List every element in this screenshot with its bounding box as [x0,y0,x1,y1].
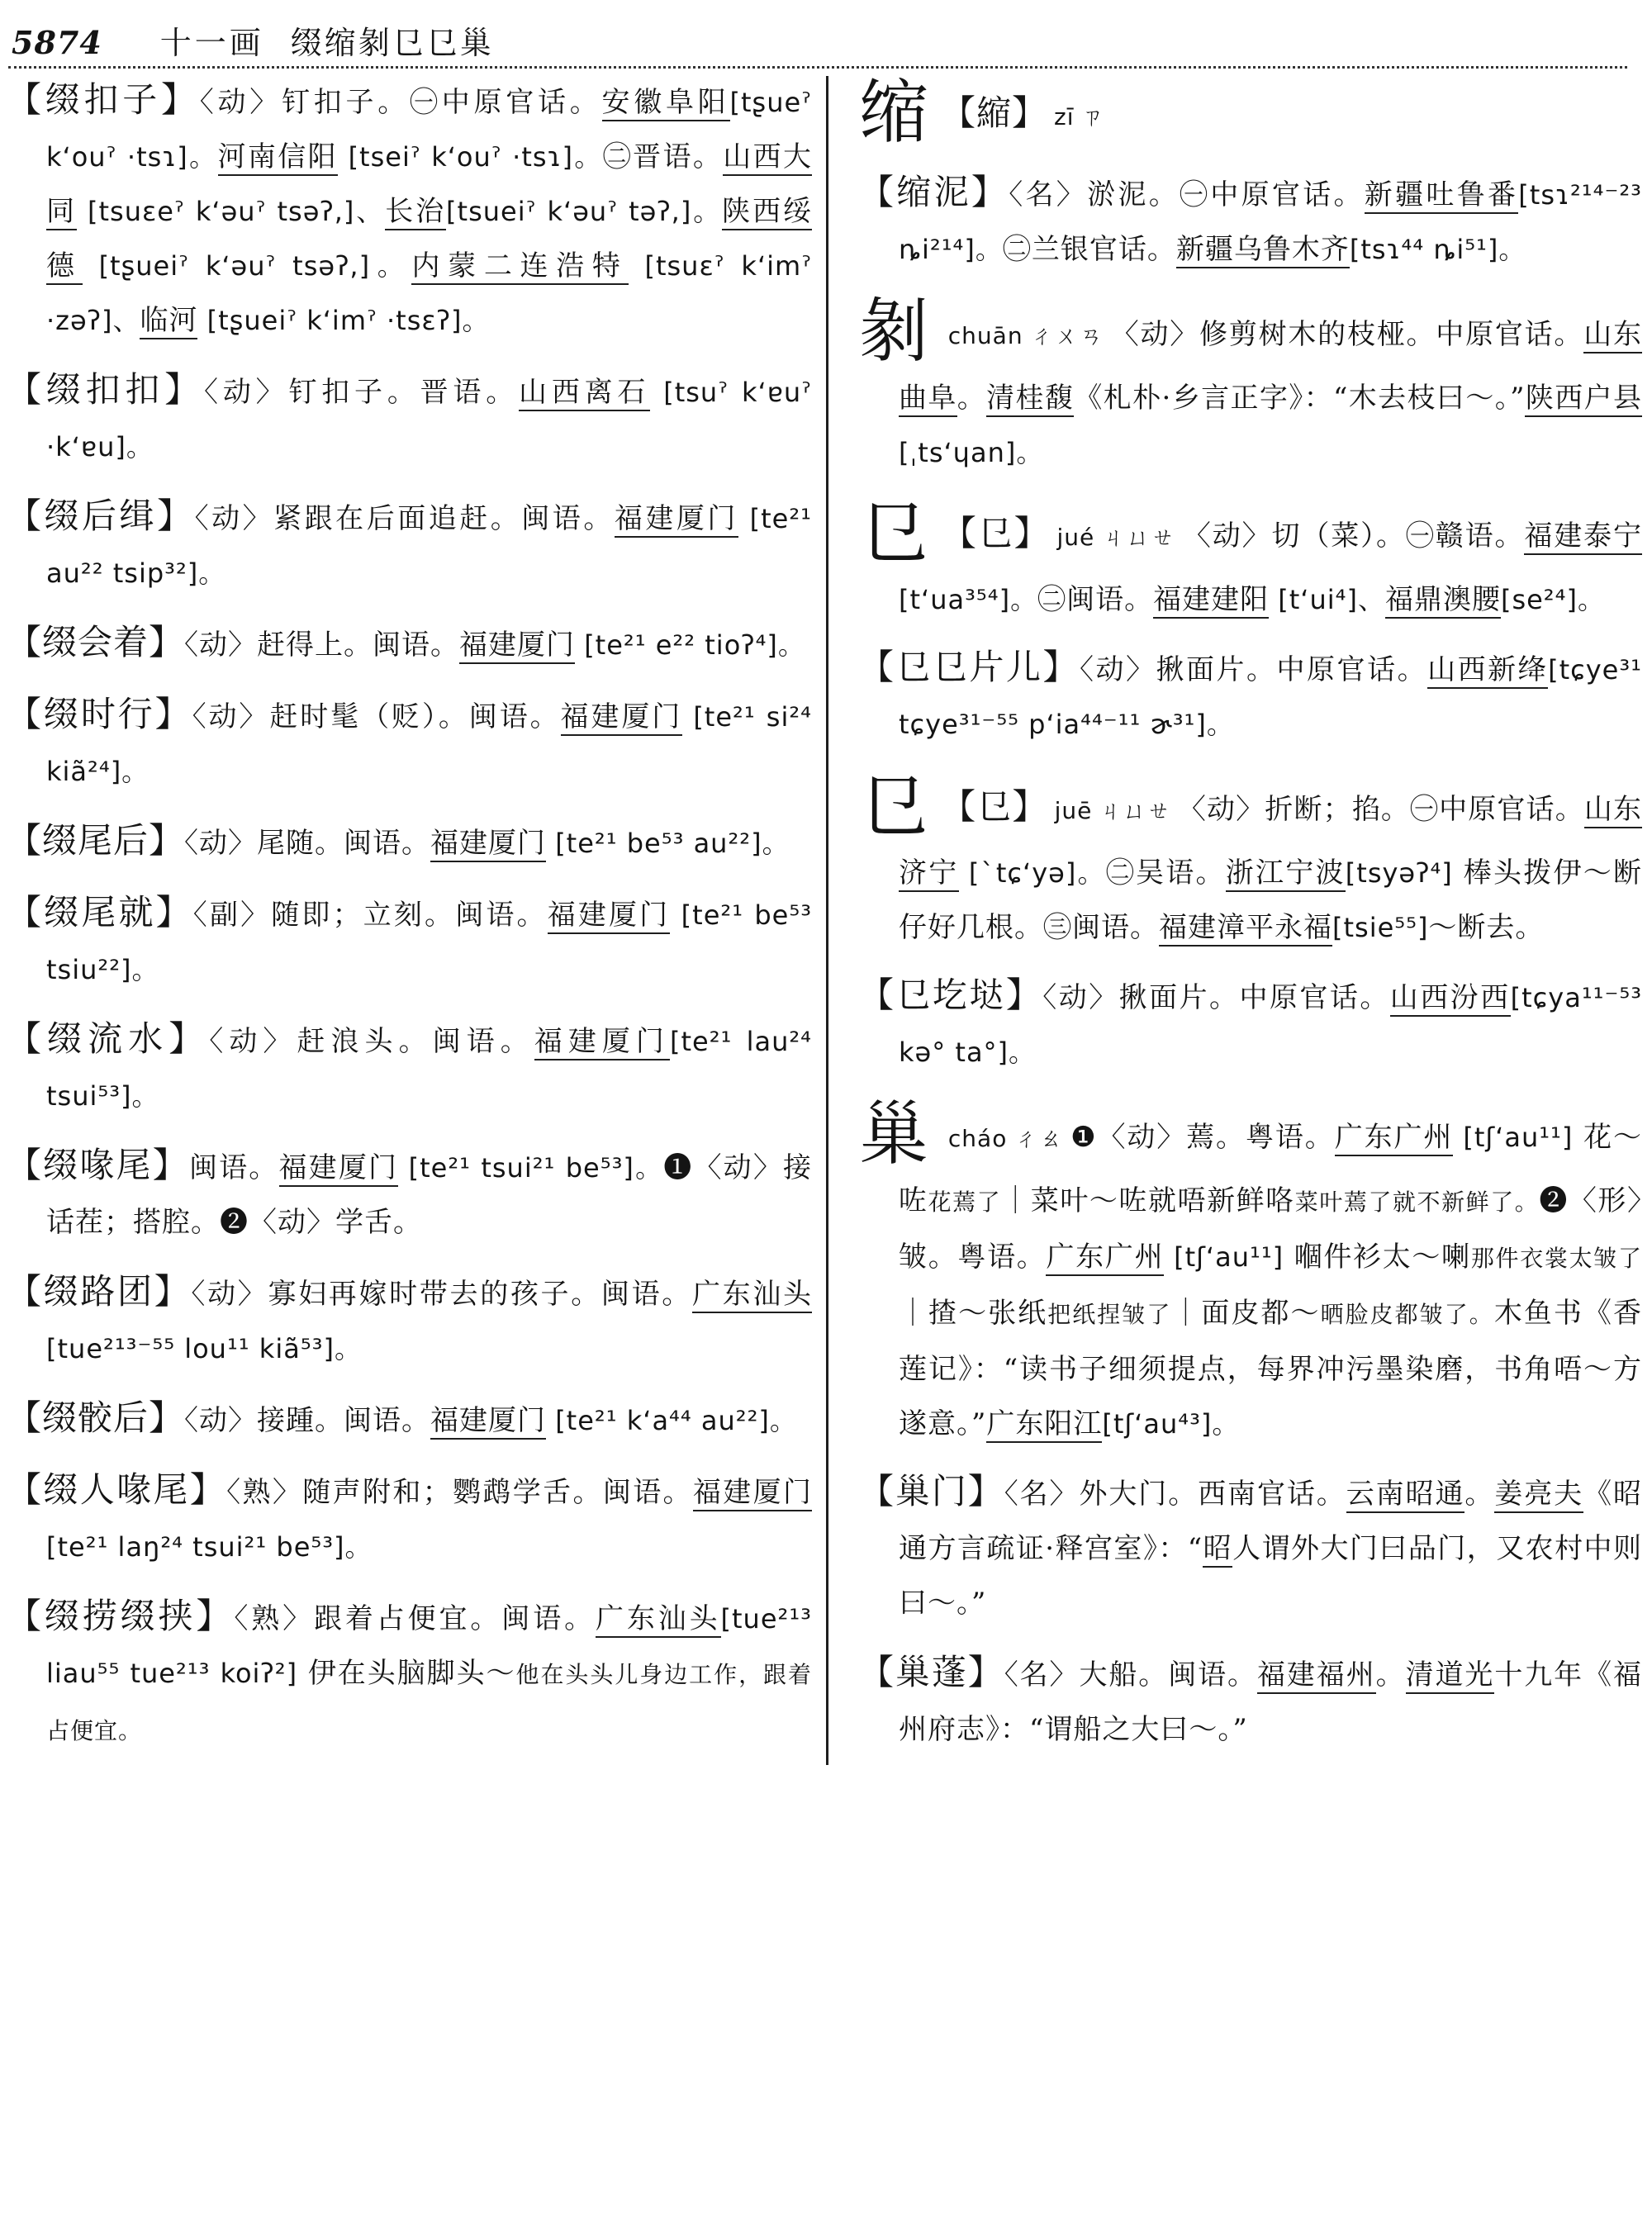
dictionary-entry [7,1391,812,1448]
character-entry [859,493,1642,627]
definition-text: 〈名〉淤泥。㊀中原官话。 [1009,178,1365,211]
definition-text: 《昭通方言疏证·释宫室》：“ [899,1478,1643,1565]
entry-headword: 【缀时行】 [7,694,192,734]
entry-headword: 【缀人喙尾】 [7,1469,227,1510]
pronunciation: [tʃ‘au⁴³]。 [1102,1408,1240,1440]
pronunciation: [tɕye³¹ tɕye³¹⁻⁵⁵ p‘ia⁴⁴⁻¹¹ ɚ³¹]。 [899,654,1642,740]
place-name: 陕西户县 [1525,382,1642,417]
definition-text: 〈名〉大船。闽语。 [1004,1658,1257,1691]
pronunciation: [tsɿ²¹⁴⁻²³ ȵi²¹⁴]。 [899,179,1642,265]
definition-text: ❶〈动〉蔫。粤语。 [1070,1121,1335,1154]
place-name: 广东广州 [1335,1121,1454,1156]
dictionary-entry [7,814,812,871]
dictionary-entry [7,1463,812,1574]
zhuyin: ㄐㄩㄝ [1099,797,1171,824]
entry-headword: 【㔾圪垯】 [859,975,1043,1015]
definition-text: 木鱼书《香莲记》：“读书子细须提点，每界冲污墨染磨，书角唔～方遂意。” [899,1297,1642,1440]
entry-headword: 【缀路团】 [7,1271,192,1312]
place-name: 福鼎澳腰 [1385,583,1501,619]
head-character: 巢 [859,1094,930,1174]
entry-headword: 【缀流水】 [7,1018,210,1059]
place-name: 福建厦门 [548,899,671,934]
pronunciation: [tue²¹³ liau⁵⁵ tue²¹³ koiʔ²] [46,1603,812,1689]
definition-text: 〈动〉揪面片。中原官话。 [1042,981,1390,1014]
header-rule [8,66,1627,69]
definition-text: ｜菜叶～咗就唔新鲜咯 [1001,1184,1295,1217]
definition-text: 闽语。 [188,1151,279,1184]
pronunciation: [tseiˀ k‘ouˀ ·tsɿ]。 [338,141,603,173]
place-name: 姜亮夫 [1494,1478,1583,1513]
definition-text: 〈动〉钉扣子。㊀中原官话。 [199,86,602,119]
definition-text: 十九年《福州府志》：“谓船之大曰～。” [899,1658,1643,1746]
pronunciation: [tsuɛeˀ k‘əuˀ tsəʔ,]、 [76,196,386,227]
pronunciation: [tʂueiˀ k‘imˀ ·tsɛʔ]。 [197,305,490,336]
definition-text: ～断去。 [1428,911,1545,944]
definition-text: 〈动〉揪面片。中原官话。 [1080,653,1428,686]
pinyin: jué [1056,524,1095,551]
place-name: 山东济宁 [899,793,1642,892]
definition-text: ❷〈形〉皱。粤语。 [899,1184,1642,1274]
definition-text: 〈动〉折断；掐。㊀中原官话。 [1177,793,1584,826]
pronunciation: [tsuɛˀ k‘imˀ ·zəʔ]、 [46,250,813,336]
pronunciation: [te²¹ k‘a⁴⁴ au²²]。 [546,1405,797,1436]
dictionary-entry [7,687,812,799]
place-name: 广东汕头 [596,1602,721,1638]
character-entry [859,73,1642,152]
dictionary-entry [7,885,812,997]
character-entry [859,1094,1642,1451]
pronunciation: [t‘ui⁴]、 [1269,584,1385,615]
pronunciation: [te²¹ e²² tioʔ⁴]。 [575,629,805,661]
place-name: 福建厦门 [693,1476,812,1511]
character-entry [859,292,1642,480]
dictionary-entry [7,363,812,474]
place-name: 福建福州 [1257,1658,1376,1694]
definition-text: 伊在头脑脚头～ [297,1657,516,1690]
zhuyin: ㄔㄠ [1014,1125,1065,1152]
traditional-form: 【㔾】 [941,786,1048,827]
place-name: 福建建阳 [1153,583,1269,619]
character-entry [859,766,1642,955]
dictionary-entry [859,165,1642,277]
definition-text: ｜揸～张纸 [899,1297,1048,1330]
head-character: 㔾 [859,492,930,573]
gloss-text: 把纸捏皱了 [1047,1301,1172,1328]
place-name: 长治 [385,195,446,230]
dictionary-entry [7,615,812,672]
place-name: 新疆吐鲁番 [1365,178,1519,214]
place-name: 广东广州 [1046,1241,1164,1276]
definition-text: 〈动〉切（菜）。㊀赣语。 [1182,520,1525,553]
dictionary-entry [859,640,1642,752]
pronunciation: [tue²¹³⁻⁵⁵ lou¹¹ kiã⁵³]。 [46,1333,362,1364]
pronunciation: [tsie⁵⁵] [1332,912,1429,943]
definition-text: 〈动〉钉扣子。晋语。 [204,376,520,409]
dictionary-entry [859,1464,1642,1630]
entry-headword: 【缀后缉】 [7,496,195,536]
pronunciation: [t‘ua³⁵⁴]。 [899,584,1038,615]
pinyin: juē [1054,797,1093,824]
definition-text: 《札朴·乡言正字》：“木去枝曰～。” [1074,382,1526,415]
definition-text: 〈动〉紧跟在后面追赶。闽语。 [194,502,615,535]
place-name: 福建厦门 [534,1025,670,1060]
entry-headword: 【缀捞缀挟】 [7,1596,235,1636]
entry-headword: 【㔾㔾片儿】 [859,647,1080,687]
place-name: 河南信阳 [218,140,339,176]
definition-text: 〈熟〉跟着占便宜。闽语。 [234,1602,596,1635]
pinyin: cháo [947,1125,1008,1152]
definition-text: 〈动〉接踵。闽语。 [184,1404,431,1437]
entry-headword: 【缀骹后】 [7,1397,185,1438]
place-name: 陕西绥德 [46,195,812,285]
place-name: 昭 [1203,1532,1232,1568]
entry-headword: 【巢门】 [859,1471,1004,1511]
column-divider [826,76,828,1765]
page-number: 5874 [12,24,102,61]
pronunciation: [tsɿ⁴⁴ ȵi⁵¹]。 [1349,234,1526,265]
definition-text: 。 [1375,1658,1406,1691]
pronunciation: [tsuˀ k‘ɐuˀ ·k‘ɐu]。 [46,377,813,463]
traditional-form: 【縮】 [941,93,1048,133]
pinyin: chuān [947,322,1023,349]
definition-text: 〈熟〉随声附和；鹦鹉学舌。闽语。 [226,1476,693,1509]
place-name: 山西离石 [519,376,650,411]
dictionary-entry [7,1589,812,1758]
pronunciation: [tsueiˀ k‘əuˀ təʔ,]。 [446,196,723,227]
traditional-form: 【㔾】 [941,513,1051,553]
entry-headword: 【缀尾就】 [7,892,193,932]
place-name: 广东汕头 [692,1278,812,1313]
pronunciation: [tɕya¹¹⁻⁵³ kə° ta°]。 [899,982,1643,1068]
pronunciation: [te²¹ laŋ²⁴ tsui²¹ be⁵³]。 [46,1531,373,1563]
pronunciation: [tʃ‘au¹¹] [1453,1122,1574,1153]
definition-text: 嗰件衫太～喇 [1284,1241,1471,1274]
zhuyin: ㄗ [1080,103,1105,130]
definition-text: 〈动〉赶浪头。闽语。 [209,1025,534,1058]
gloss-text: 他在头头儿身边工作，跟着占便宜。 [46,1661,812,1744]
definition-text: 〈副〉随即；立刻。闽语。 [192,899,548,932]
gloss-text: 花蔫了 [928,1189,1002,1216]
pronunciation: [te²¹ lau²⁴ tsui⁵³]。 [46,1026,813,1112]
definition-text: 花～咗 [899,1121,1642,1217]
place-name: 云南昭通 [1346,1478,1465,1513]
definition-text: ㊁吴语。 [1105,856,1226,890]
definition-text: 〈动〉寡妇再嫁时带去的孩子。闽语。 [191,1278,692,1311]
right-column [859,73,1642,1772]
pronunciation: [ˋtɕ‘yə]。 [958,857,1106,889]
dictionary-entry [7,1138,812,1250]
definition-text: 〈动〉修剪树木的枝桠。中原官话。 [1110,318,1584,351]
entry-headword: 【缀喙尾】 [7,1145,189,1185]
place-name: 新疆乌鲁木齐 [1176,233,1350,268]
place-name: 山东曲阜 [899,318,1642,417]
place-name: 山西大同 [46,140,812,230]
place-name: 福建厦门 [561,700,683,736]
dictionary-entry [859,968,1642,1079]
gloss-text: 晒脸皮都皱了。 [1320,1301,1494,1328]
definition-text: 棒头拨伊～断仔好几根。㊂闽语。 [899,856,1643,944]
definition-text: 。 [957,382,987,415]
pronunciation: [te²¹ au²² tsip³²]。 [46,503,813,589]
entry-headword: 【缀扣子】 [7,79,200,120]
pronunciation: [tʂueˀ k‘ouˀ ·tsɿ]。 [46,87,812,173]
zhuyin: ㄐㄩㄝ [1101,524,1176,551]
definition-text: 〈动〉赶时髦（贬）。闽语。 [192,700,561,733]
place-name: 安徽阜阳 [602,86,730,121]
definition-text: ㊁晋语。 [602,140,724,173]
place-name: 福建厦门 [615,502,738,538]
gloss-text: 那件衣裳太皱了 [1470,1245,1643,1272]
left-column [7,73,812,1773]
pronunciation: [tsyəʔ⁴] [1345,857,1453,889]
place-name: 福建厦门 [279,1151,399,1187]
pronunciation: [te²¹ tsui²¹ be⁵³]。 [398,1152,664,1184]
place-name: 临河 [140,304,197,339]
definition-text: ｜面皮都～ [1171,1297,1321,1330]
dictionary-entry [7,1012,812,1123]
definition-text: 人谓外大门曰品门，又农村中则曰～。” [899,1532,1643,1620]
dictionary-entry [859,1645,1642,1757]
place-name: 广东阳江 [986,1407,1102,1443]
entry-headword: 【巢蓬】 [859,1652,1004,1692]
place-name: 福建厦门 [459,629,575,664]
pronunciation: [se²⁴]。 [1500,584,1605,615]
pronunciation: [te²¹ be⁵³ au²²]。 [546,828,790,859]
dictionary-entry [7,73,812,348]
dictionary-entry [7,489,812,600]
definition-text: ❶〈动〉接话茬；搭腔。❷〈动〉学舌。 [46,1151,813,1239]
head-character: 缩 [859,72,930,153]
place-name: 福建漳平永福 [1159,911,1332,947]
place-name: 山西新绛 [1427,653,1548,689]
section-label: 十一画 [159,25,264,61]
gloss-text: 菜叶蔫了就不新鲜了。 [1294,1189,1540,1216]
pronunciation: [te²¹ be⁵³ tsiu²²]。 [46,899,813,985]
pronunciation: [ˌts‘ɥan]。 [899,437,1044,468]
place-name: 内蒙二连浩特 [411,249,628,285]
entry-headword: 【缀扣扣】 [7,369,205,410]
place-name: 福建厦门 [430,1404,546,1440]
place-name: 清桂馥 [986,382,1074,417]
page-header [12,18,1631,68]
place-name: 福建泰宁 [1524,520,1642,555]
definition-text: ㊁闽语。 [1037,583,1154,616]
section-chars: 缀缩剶㔾㔾巢 [290,25,494,61]
entry-headword: 【缀尾后】 [7,820,185,861]
place-name: 清道光 [1406,1658,1495,1694]
place-name: 山西汾西 [1390,981,1511,1017]
pronunciation: [tʂueiˀ k‘əuˀ tsəʔ,]。 [82,250,412,282]
pronunciation: [te²¹ si²⁴ kiã²⁴]。 [46,701,813,787]
definition-text: 。 [1464,1478,1495,1511]
entry-headword: 【缩泥】 [859,172,1009,212]
place-name: 福建厦门 [430,827,546,862]
definition-text: 〈名〉外大门。西南官话。 [1004,1478,1346,1511]
pronunciation: [tʃ‘au¹¹] [1164,1241,1284,1273]
definition-text: 〈动〉尾随。闽语。 [184,827,431,860]
place-name: 浙江宁波 [1226,856,1346,892]
zhuyin: ㄔㄨㄢ [1029,322,1104,349]
pinyin: zī [1054,103,1075,130]
definition-text: 〈动〉赶得上。闽语。 [184,629,460,662]
dictionary-entry [7,1264,812,1376]
head-character: 㔾 [859,766,930,847]
entry-headword: 【缀会着】 [7,622,185,662]
head-character: 剶 [859,291,930,372]
definition-text: ㊁兰银官话。 [1002,233,1176,266]
